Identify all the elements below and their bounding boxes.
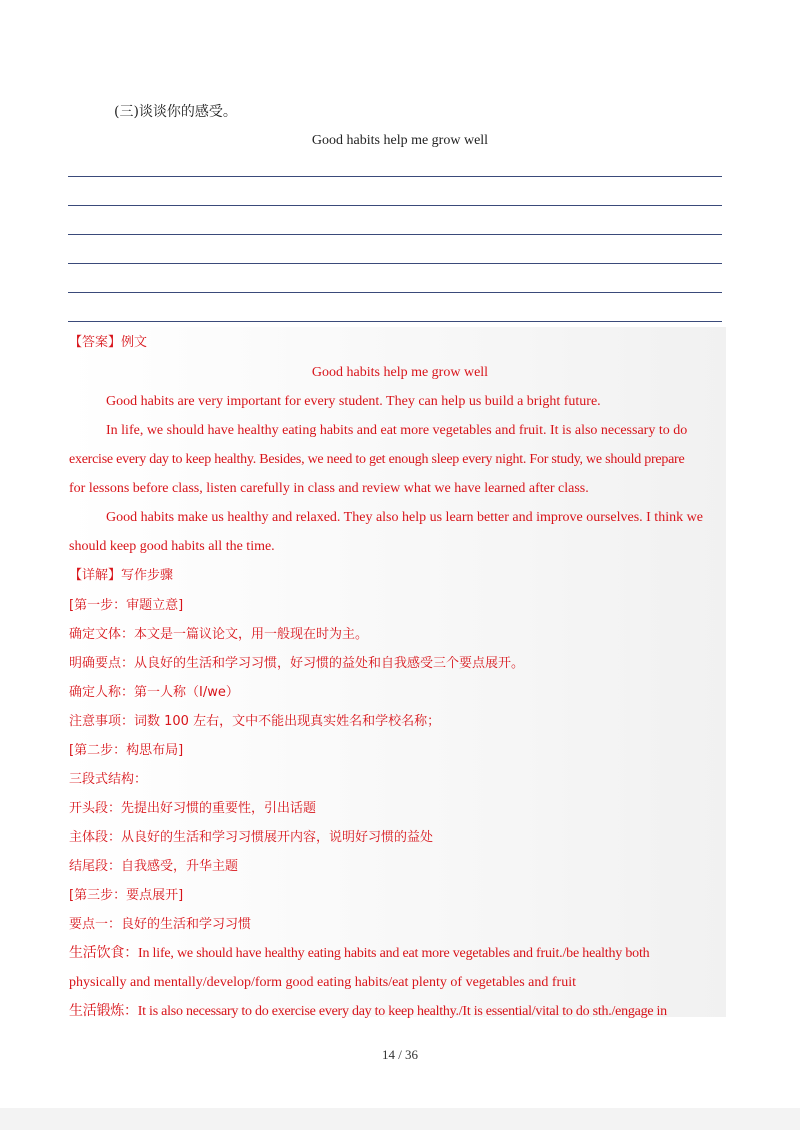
page-number: 14 / 36 [381,1047,419,1062]
step-2-heading: [第二步：构思布局] [69,743,184,758]
essay-paragraph-1: Good habits are very important for every student. They can help us build a bright future. [106,394,601,409]
key-points-line: 明确要点：从良好的生活和学习习惯，好习惯的益处和自我感受三个要点展开。 [69,656,525,671]
writing-line [68,234,722,235]
writing-line [68,321,722,322]
opening-paragraph-line: 开头段：先提出好习惯的重要性，引出话题 [69,801,317,816]
writing-line [68,292,722,293]
notes-line: 注意事项：词数 100 左右，文中不能出现真实姓名和学校名称； [69,714,441,729]
essay-paragraph-3-line-1: Good habits make us healthy and relaxed. They also help us learn better and improve ourselves. I think we [106,510,703,525]
step-1-heading: [第一步：审题立意] [69,598,184,613]
step-3-heading: [第三步：要点展开] [69,888,184,903]
essay-title: Good habits help me grow well [311,365,489,380]
structure-line: 三段式结构： [69,772,148,787]
writing-line [68,263,722,264]
page-bottom-edge [0,1108,800,1130]
genre-line: 确定文体：本文是一篇议论文，用一般现在时为主。 [69,627,369,642]
writing-task-title: Good habits help me grow well [311,133,489,148]
writing-line [68,176,722,177]
person-line: 确定人称：第一人称（I/we） [69,685,239,700]
answer-label: 【答案】例文 [69,335,148,350]
section-heading: (三)谈谈你的感受。 [114,104,237,120]
point-1-line: 要点一：良好的生活和学习习惯 [69,917,252,932]
detail-label: 【详解】写作步骤 [69,568,174,583]
essay-paragraph-2-line-3: for lessons before class, listen carefully in class and review what we have learned after class. [69,481,589,496]
essay-paragraph-2-line-2: exercise every day to keep healthy. Besides, we need to get enough sleep every night. For study, we should prepare [69,452,685,467]
essay-paragraph-2-line-1: In life, we should have healthy eating habits and eat more vegetables and fruit. It is also necessary to do [106,423,688,438]
diet-line-1: 生活饮食：In life, we should have healthy eating habits and eat more vegetables and fruit./be healthy both [69,946,650,961]
body-paragraph-line: 主体段：从良好的生活和学习习惯展开内容，说明好习惯的益处 [69,830,434,845]
exercise-line-1: 生活锻炼：It is also necessary to do exercise every day to keep healthy./It is essential/vital to do sth./engage in [69,1004,667,1019]
writing-line [68,205,722,206]
diet-line-2: physically and mentally/develop/form good eating habits/eat plenty of vegetables and fruit [69,975,576,990]
ending-paragraph-line: 结尾段：自我感受，升华主题 [69,859,239,874]
essay-paragraph-3-line-2: should keep good habits all the time. [69,539,275,554]
